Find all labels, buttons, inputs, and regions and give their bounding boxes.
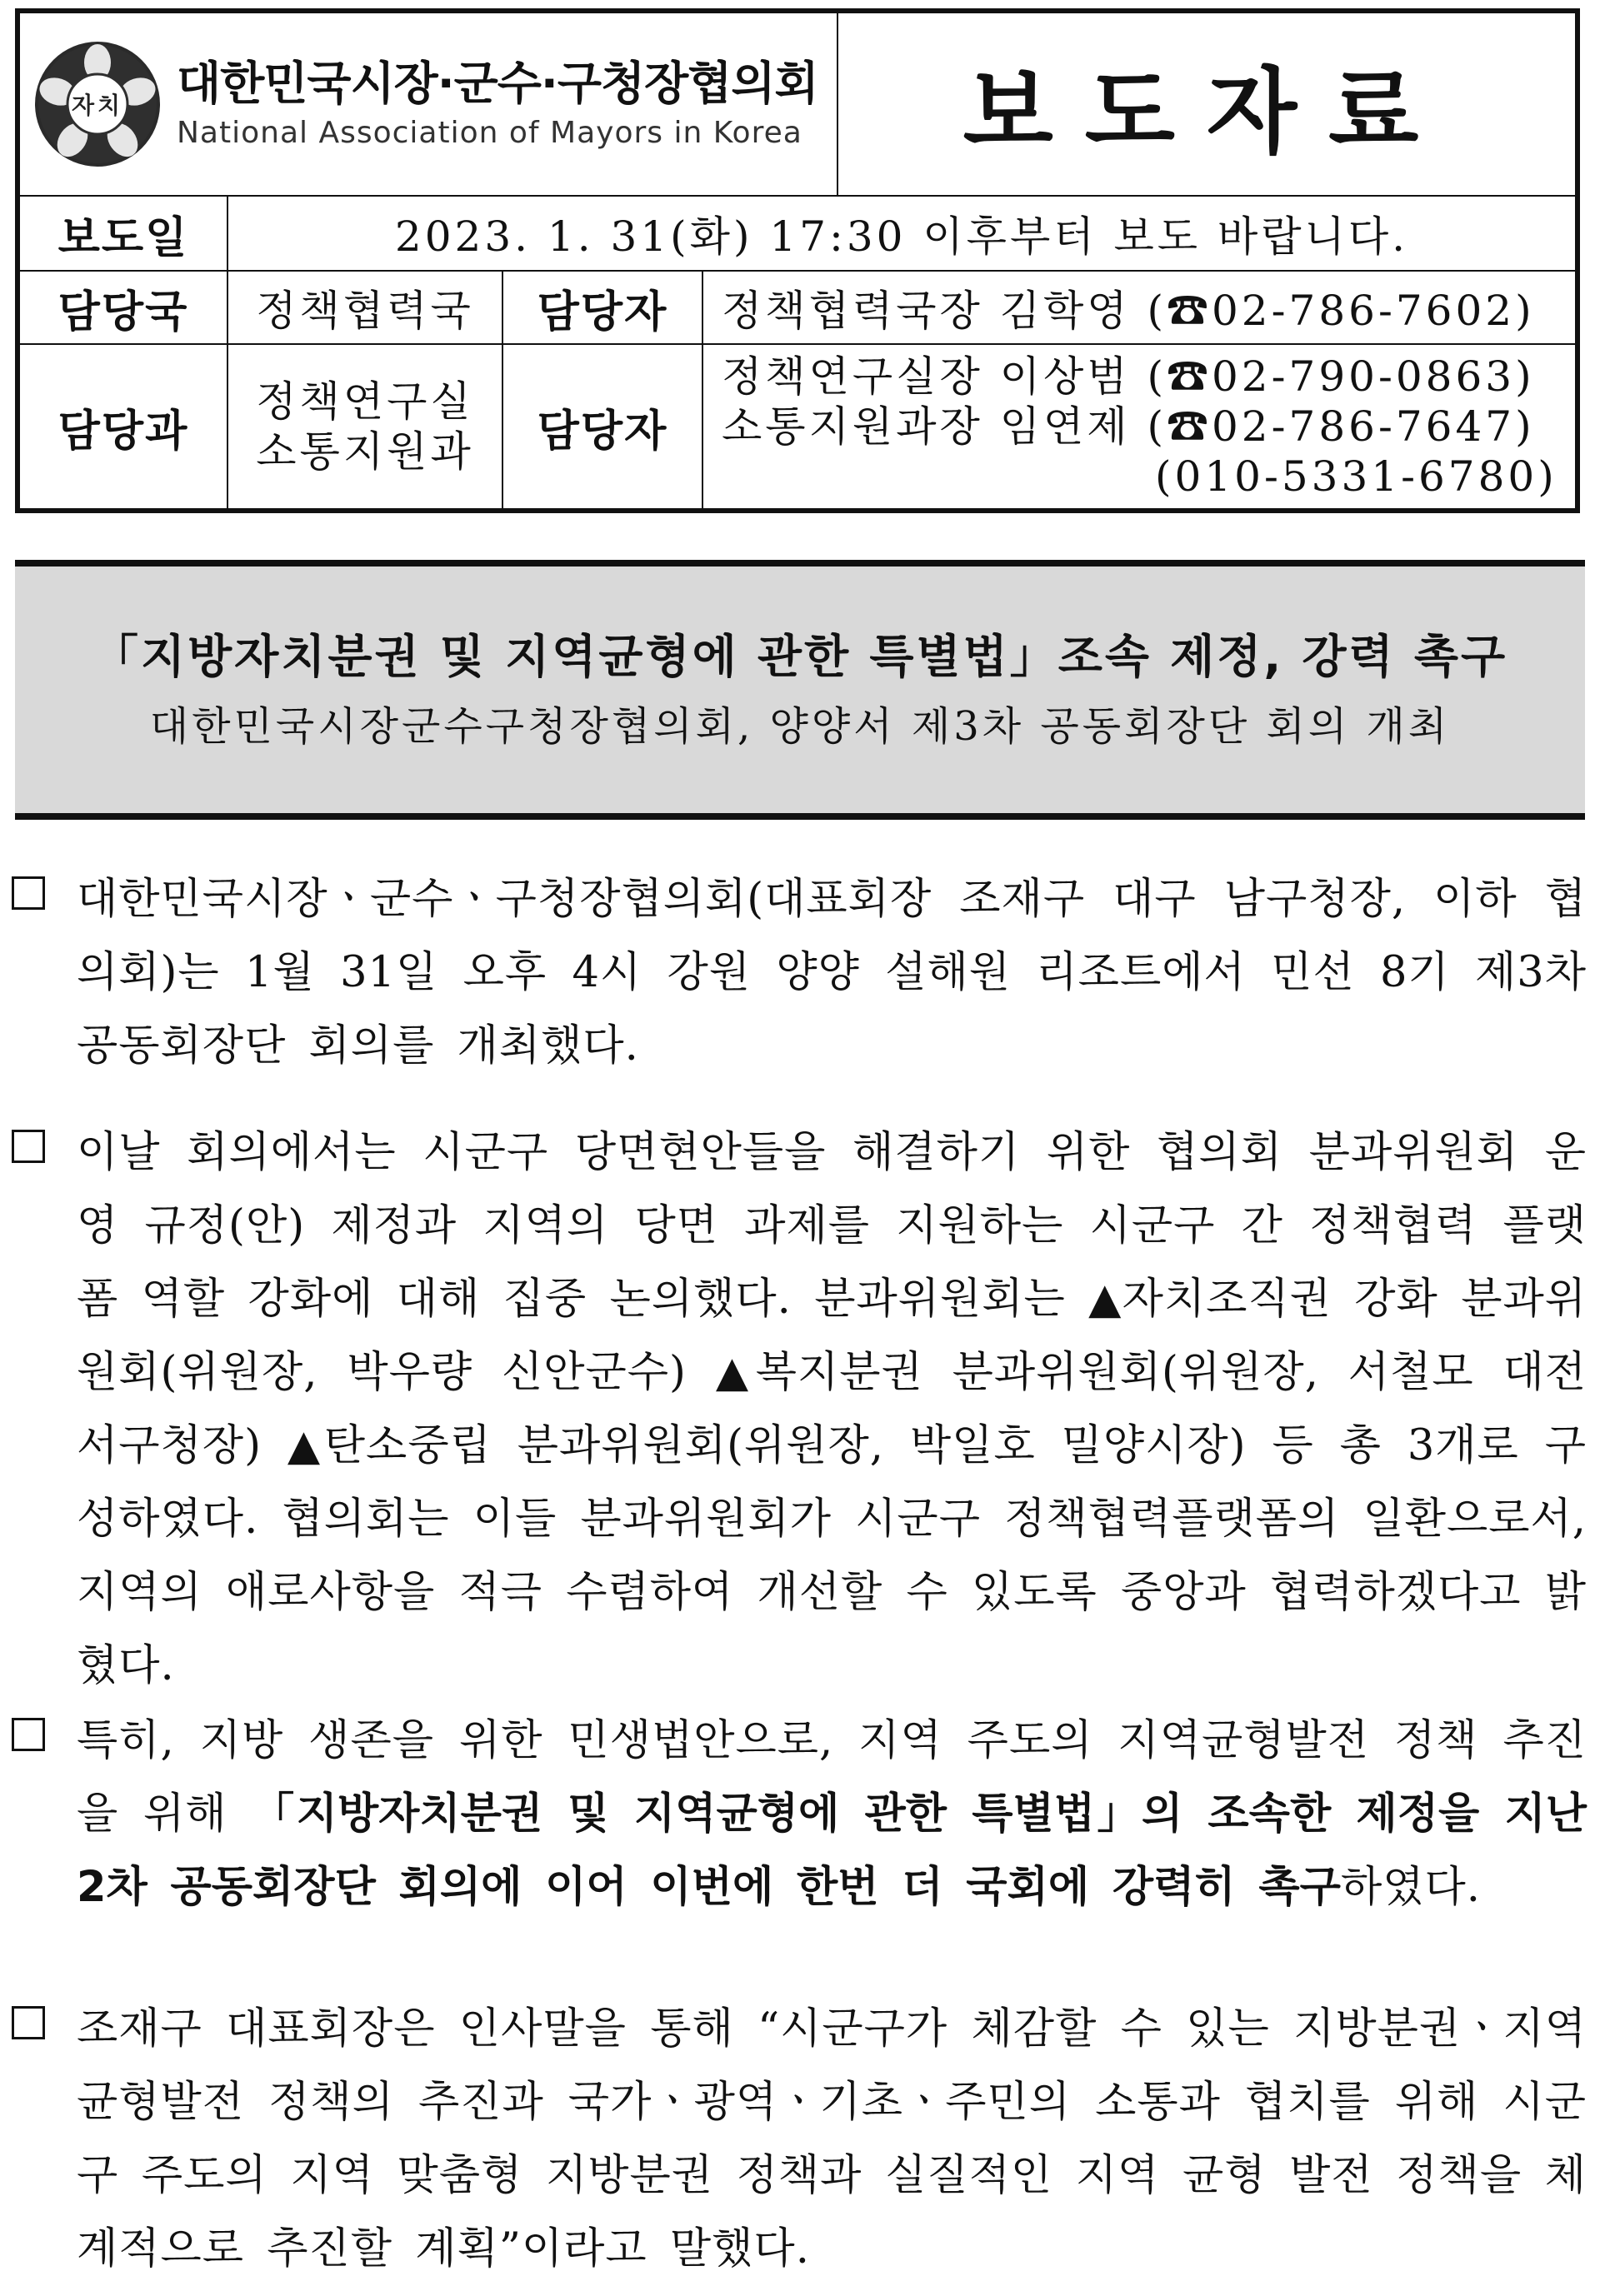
organization-name-english: National Association of Mayors in Korea xyxy=(177,116,802,150)
bullet-box-icon xyxy=(12,1718,45,1751)
section-label: 담당과 xyxy=(20,345,228,508)
paragraph-2-text: 이날 회의에서는 시군구 당면현안들을 해결하기 위한 협의회 분과위원회 운영 규정(안) 제정과 지역의 당면 과제를 지원하는 시군구 간 정책협력 플랫폼 역할 강화에 대해 집중 논의했다. 분과위원회는 ▲자치조직권 강화 분과위원회(위원장, 박우량 신안군수) ▲복지분권 분과위원회(위원장, 서철모 대전 서구청장) ▲탄소중립 분과위원회(위원장, 박일호 밀양시장) 등 총 3개로 구성하였다. 협의회는 이들 분과위원회가 시군구 정책협력플랫폼의 일환으로서, 지역의 애로사항을 적극 수렴하여 개선할 수 있도록 중앙과 협력하겠다고 밝혔다. xyxy=(77,1128,1587,1690)
bullet-box-icon xyxy=(12,1130,45,1163)
headline-subtitle: 대한민국시장군수구청장협의회, 양양서 제3차 공동회장단 회의 개최 xyxy=(149,703,1451,750)
bullet-box-icon xyxy=(12,2006,45,2039)
release-date-row xyxy=(20,197,1575,272)
contact-person-line3: (010-5331-6780) xyxy=(1155,452,1558,501)
section-row xyxy=(20,345,1575,508)
paragraph-4-text: 조재구 대표회장은 인사말을 통해 “시군구가 체감할 수 있는 지방분권ㆍ지역균형발전 정책의 추진과 국가ㆍ광역ㆍ기초ㆍ주민의 소통과 협치를 위해 시군구 주도의 지역 맞춤형 지방분권 정책과 실질적인 지역 균형 발전 정책을 체계적으로 추진할 계획”이라고 말했다. xyxy=(77,2004,1587,2274)
paragraph-3-emphasis: 「지방자치분권 및 지역균형에 관한 특별법」의 조속한 제정을 지난 2차 공동회장단 회의에 이어 이번에 한번 더 국회에 강력히 촉구 xyxy=(77,1789,1587,1912)
contact-persons-value xyxy=(703,345,1575,508)
paragraph-4 xyxy=(12,1993,1587,2286)
header-title-row xyxy=(20,13,1575,197)
department-value: 정책협력국 xyxy=(228,272,503,343)
contact-person-label: 담당자 xyxy=(503,272,703,343)
paragraph-1 xyxy=(12,863,1587,1083)
seal-text: 자치 xyxy=(71,92,124,119)
release-date-label: 보도일 xyxy=(20,197,228,270)
organization-name-korean: 대한민국시장·군수·구청장협의회 xyxy=(177,57,818,110)
release-date-value: 2023. 1. 31(화) 17:30 이후부터 보도 바랍니다. xyxy=(394,212,1409,261)
section-value-line2: 소통지원과 xyxy=(256,427,474,476)
paragraph-3-text-c: 하였다. xyxy=(1340,1863,1481,1912)
document-type-title: 보도자료 xyxy=(962,57,1451,167)
headline-title: 「지방자치분권 및 지역균형에 관한 특별법」조속 제정, 강력 촉구 xyxy=(92,630,1508,683)
department-row xyxy=(20,272,1575,345)
organization-logo-block xyxy=(20,13,838,195)
paragraph-3-text-a: 특히, 지방 생존을 위한 민생법안으로, 지역 주도의 지역균형발전 정책 추진을 위해 xyxy=(77,1716,1587,1839)
contact-person-line1: 정책연구실장 이상범 (☎02-790-0863) xyxy=(722,352,1535,401)
department-label: 담당국 xyxy=(20,272,228,343)
section-value-line1: 정책연구실 xyxy=(256,377,474,426)
paragraph-3 xyxy=(12,1705,1587,1924)
bullet-box-icon xyxy=(12,876,45,910)
press-release-header-table xyxy=(15,8,1580,513)
contact-persons-label: 담당자 xyxy=(503,345,703,508)
paragraph-2 xyxy=(12,1116,1587,1703)
contact-person-value: 정책협력국장 김학영 (☎02-786-7602) xyxy=(722,287,1535,335)
paragraph-1-text: 대한민국시장ㆍ군수ㆍ구청장협의회(대표회장 조재구 대구 남구청장, 이하 협의회)는 1월 31일 오후 4시 강원 양양 설해원 리조트에서 민선 8기 제3차 공동회장단 회의를 개최했다. xyxy=(77,875,1587,1071)
paragraph-3-text xyxy=(77,1705,1587,1924)
organization-seal-icon xyxy=(35,42,160,167)
contact-person-line2: 소통지원과장 임연제 (☎02-786-7647) xyxy=(722,402,1535,451)
section-value xyxy=(228,345,503,508)
headline-band xyxy=(15,560,1585,820)
